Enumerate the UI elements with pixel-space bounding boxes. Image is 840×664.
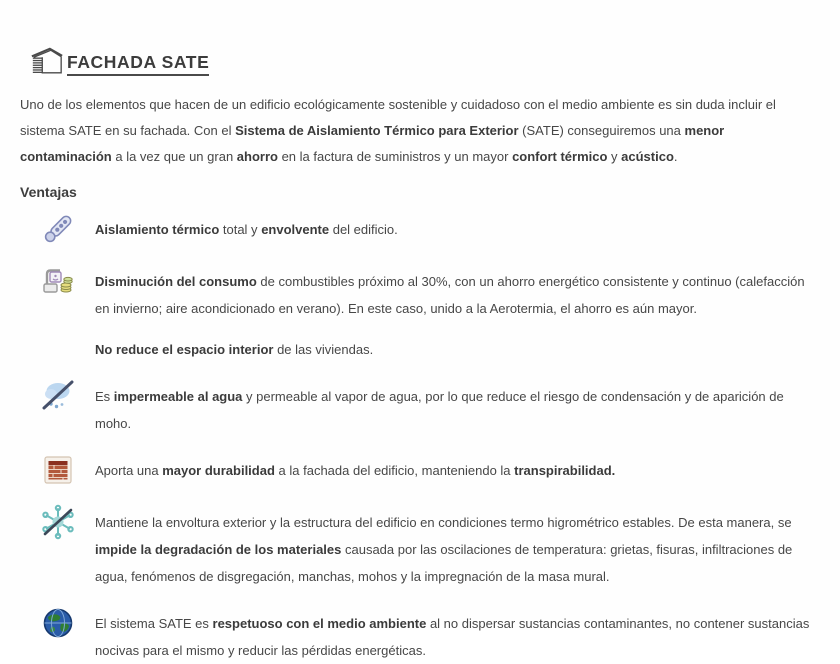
text-segment: Uno de los elementos que hacen de un edificio ecológicamente sostenible y cuidadoso con el medio ambiente es sin duda incluir el sistema SATE en su fachada. Con el xyxy=(20,97,776,138)
ventajas-heading: Ventajas xyxy=(20,184,77,200)
globe-icon xyxy=(20,604,95,642)
text-segment: a la vez que un gran xyxy=(111,149,237,164)
rain-crossed-icon xyxy=(20,377,95,415)
insulated-building-icon xyxy=(30,46,64,76)
bold-text-segment: Disminución del consumo xyxy=(95,274,257,289)
bold-text-segment: respetuoso con el medio ambiente xyxy=(212,616,427,631)
text-segment: de combustibles próximo al 30%, con un ahorro energético consistente y continuo (calefacción en invierno; aire acondicionado en verano). En este caso, unido a la Aerotermia, el ahorro es aún mayor. xyxy=(95,274,805,316)
list-item xyxy=(20,377,820,437)
bold-text-segment: mayor durabilidad xyxy=(162,463,275,478)
bold-text-segment: No reduce el espacio interior xyxy=(95,342,274,357)
text-segment: a la fachada del edificio, manteniendo la xyxy=(274,463,515,478)
text-segment: causada por las oscilaciones de temperatura: grietas, fisuras, infiltraciones de agua, fenómenos de disgregación, manchas, mohos y la impregnación de la masa mural. xyxy=(95,542,793,584)
text-segment: total y xyxy=(219,222,262,237)
snowflake-crossed-icon xyxy=(20,503,95,541)
intro-paragraph xyxy=(20,92,820,170)
ventajas-list xyxy=(20,210,820,664)
bold-text-segment: Sistema de Aislamiento Térmico para Exterior xyxy=(235,123,519,138)
text-segment: y xyxy=(607,149,622,164)
page-title: FACHADA SATE xyxy=(67,53,209,76)
list-item xyxy=(20,262,820,322)
bold-text-segment: transpirabilidad. xyxy=(514,463,616,478)
list-item-text xyxy=(95,503,820,590)
bold-text-segment: impermeable al agua xyxy=(113,389,243,404)
list-item-text xyxy=(95,336,820,363)
bold-text-segment: Aislamiento térmico xyxy=(95,222,220,237)
text-segment: en la factura de suministros y un mayor xyxy=(277,149,513,164)
text-segment: al no dispersar sustancias contaminantes, no contener sustancias nocivas para el mismo y reducir las pérdidas energéticas. xyxy=(95,616,810,658)
text-segment: Es xyxy=(95,389,114,404)
bold-text-segment: acústico xyxy=(621,149,674,164)
bold-text-segment: impide la degradación de los materiales xyxy=(95,542,342,557)
list-item-text xyxy=(95,451,820,484)
text-segment: de las viviendas. xyxy=(273,342,374,357)
text-segment: Aporta una xyxy=(95,463,163,478)
list-item-text xyxy=(95,604,820,664)
bold-text-segment: menor contaminación xyxy=(20,123,725,164)
list-item xyxy=(20,336,820,363)
list-item xyxy=(20,210,820,248)
list-item xyxy=(20,503,820,590)
bold-text-segment: ahorro xyxy=(236,149,278,164)
list-item-text xyxy=(95,377,820,437)
thermometer-icon xyxy=(20,210,95,248)
document-header xyxy=(30,46,820,76)
energy-savings-icon xyxy=(20,262,95,300)
bold-text-segment: confort térmico xyxy=(512,149,608,164)
list-item xyxy=(20,604,820,664)
text-segment: y permeable al vapor de agua, por lo que reduce el riesgo de condensación y de aparición de moho. xyxy=(95,389,784,431)
list-item-text xyxy=(95,262,820,322)
list-item-text xyxy=(95,210,820,243)
text-segment: El sistema SATE es xyxy=(95,616,213,631)
brick-wall-icon xyxy=(20,451,95,489)
text-segment: (SATE) conseguiremos una xyxy=(518,123,685,138)
text-segment: del edificio. xyxy=(329,222,398,237)
text-segment: . xyxy=(673,149,678,164)
list-item xyxy=(20,451,820,489)
bold-text-segment: envolvente xyxy=(261,222,330,237)
text-segment: Mantiene la envoltura exterior y la estructura del edificio en condiciones termo higrométrico estables. De esta manera, se xyxy=(95,515,792,530)
